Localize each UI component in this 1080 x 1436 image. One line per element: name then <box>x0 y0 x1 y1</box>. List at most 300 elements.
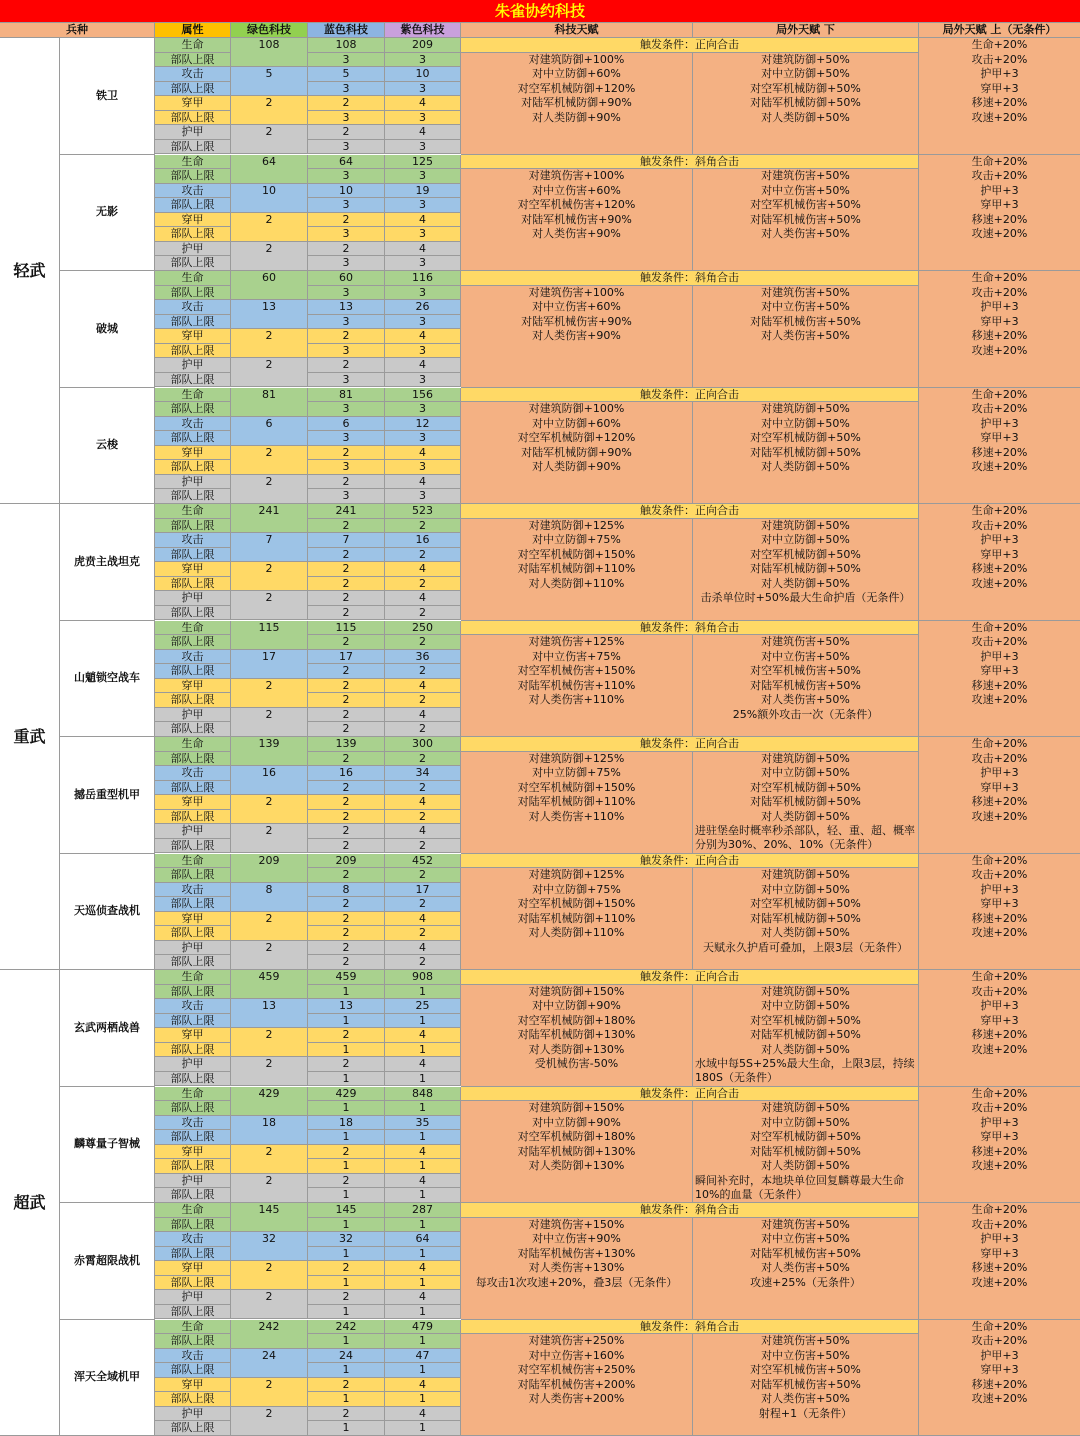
stat-green: 13 <box>231 300 308 315</box>
down-line: 对陆军机械防御+50% <box>750 1028 861 1041</box>
down-line: 对中立防御+50% <box>761 533 850 546</box>
limit-purple: 1 <box>385 1363 461 1378</box>
stat-label: 生命 <box>155 970 231 985</box>
talent-line: 对人类伤害+200% <box>528 1392 625 1405</box>
stat-green: 2 <box>231 475 308 490</box>
stat-blue: 2 <box>308 1174 385 1189</box>
talent-line: 对人类伤害+110% <box>528 809 625 823</box>
stat-green: 2 <box>231 1378 308 1393</box>
stat-purple: 479 <box>385 1320 461 1335</box>
down-line: 对人类防御+50% <box>761 110 850 124</box>
limit-purple: 1 <box>385 1014 461 1029</box>
up-line: 穿甲+3 <box>980 897 1019 910</box>
down-line: 对空军机械防御+50% <box>750 780 861 794</box>
limit-blue: 2 <box>308 781 385 796</box>
talent-line: 对中立防御+75% <box>532 533 621 546</box>
unit-name: 麟尊量子智械 <box>60 1087 155 1204</box>
up-line: 穿甲+3 <box>980 547 1019 561</box>
header-green: 绿色科技 <box>231 23 308 38</box>
limit-blue: 1 <box>308 985 385 1000</box>
down-line: 对人类伤害+50% <box>761 1261 850 1274</box>
limit-purple: 1 <box>385 1072 461 1087</box>
limit-blue: 2 <box>308 577 385 592</box>
limit-green-empty <box>231 664 308 679</box>
out-talent-down <box>693 286 919 388</box>
stat-blue: 2 <box>308 679 385 694</box>
limit-purple: 1 <box>385 1188 461 1203</box>
down-line: 对人类防御+50% <box>761 460 850 473</box>
limit-green-empty <box>231 1043 308 1058</box>
stat-label: 生命 <box>155 38 231 53</box>
limit-blue: 1 <box>308 1421 385 1436</box>
stat-green: 2 <box>231 591 308 606</box>
limit-blue: 3 <box>308 431 385 446</box>
limit-label: 部队上限 <box>155 1130 231 1145</box>
talent-line: 对人类防御+90% <box>532 110 621 124</box>
limit-blue: 2 <box>308 897 385 912</box>
up-line: 攻速+20% <box>971 1392 1028 1405</box>
stat-blue: 209 <box>308 854 385 869</box>
stat-purple: 116 <box>385 271 461 286</box>
limit-purple: 1 <box>385 1247 461 1262</box>
stat-green: 60 <box>231 271 308 286</box>
limit-purple: 2 <box>385 577 461 592</box>
limit-blue: 1 <box>308 1276 385 1291</box>
unit-name: 玄武两栖战兽 <box>60 970 155 1087</box>
stat-label: 护甲 <box>155 242 231 257</box>
stat-green: 32 <box>231 1232 308 1247</box>
talent-line: 对陆军机械防御+90% <box>521 445 632 459</box>
limit-blue: 3 <box>308 286 385 301</box>
tech-talent <box>461 1101 693 1203</box>
limit-purple: 1 <box>385 985 461 1000</box>
down-line: 对建筑伤害+50% <box>761 1334 850 1347</box>
down-line: 对陆军机械伤害+50% <box>750 314 861 328</box>
stat-label: 护甲 <box>155 708 231 723</box>
limit-green-empty <box>231 810 308 825</box>
out-talent-up <box>919 970 1080 1087</box>
stat-green: 2 <box>231 562 308 577</box>
down-line: 对陆军机械防御+50% <box>750 1144 861 1158</box>
stat-purple: 4 <box>385 912 461 927</box>
up-line: 护甲+3 <box>980 67 1019 80</box>
down-line: 对建筑防御+50% <box>761 868 850 881</box>
out-talent-up <box>919 621 1080 738</box>
stat-blue: 2 <box>308 1028 385 1043</box>
up-line: 移速+20% <box>971 562 1028 575</box>
stat-blue: 2 <box>308 824 385 839</box>
stat-green: 2 <box>231 795 308 810</box>
down-line: 对中立防御+50% <box>761 1115 850 1129</box>
stat-purple: 156 <box>385 388 461 403</box>
limit-purple: 2 <box>385 897 461 912</box>
limit-label: 部队上限 <box>155 1218 231 1233</box>
limit-purple: 3 <box>385 344 461 359</box>
trigger-condition: 触发条件：正向合击 <box>461 504 919 519</box>
limit-label: 部队上限 <box>155 460 231 475</box>
limit-label: 部队上限 <box>155 111 231 126</box>
limit-label: 部队上限 <box>155 489 231 504</box>
stat-green: 64 <box>231 155 308 170</box>
up-line: 攻击+20% <box>971 1334 1028 1347</box>
up-line: 攻速+20% <box>971 227 1028 240</box>
limit-purple: 2 <box>385 955 461 970</box>
stat-purple: 452 <box>385 854 461 869</box>
stat-label: 护甲 <box>155 1057 231 1072</box>
stat-label: 穿甲 <box>155 795 231 810</box>
talent-line: 对建筑防御+125% <box>528 868 625 881</box>
limit-green-empty <box>231 635 308 650</box>
down-line: 对空军机械防御+50% <box>750 547 861 561</box>
stat-blue: 2 <box>308 1261 385 1276</box>
limit-purple: 2 <box>385 752 461 767</box>
limit-label: 部队上限 <box>155 256 231 271</box>
stat-label: 护甲 <box>155 475 231 490</box>
up-line: 攻速+20% <box>971 809 1028 823</box>
stat-green: 2 <box>231 1174 308 1189</box>
up-line: 护甲+3 <box>980 649 1019 663</box>
stat-green: 8 <box>231 883 308 898</box>
up-line: 移速+20% <box>971 212 1028 226</box>
down-line: 对陆军机械防御+50% <box>750 562 861 575</box>
stat-blue: 60 <box>308 271 385 286</box>
stat-label: 攻击 <box>155 417 231 432</box>
stat-blue: 429 <box>308 1087 385 1102</box>
talent-line: 受机械伤害-50% <box>534 1057 619 1070</box>
stat-blue: 2 <box>308 708 385 723</box>
stat-green: 2 <box>231 446 308 461</box>
up-line: 穿甲+3 <box>980 1013 1019 1027</box>
down-line: 对人类伤害+50% <box>761 329 850 342</box>
limit-purple: 3 <box>385 227 461 242</box>
down-line: 天赋永久护盾可叠加，上限3层（无条件） <box>703 940 908 954</box>
talent-line: 对陆军机械防御+130% <box>517 1028 636 1041</box>
stat-green: 2 <box>231 824 308 839</box>
stat-green: 459 <box>231 970 308 985</box>
out-talent-down <box>693 402 919 504</box>
header-out-down: 局外天赋 下 <box>693 23 919 38</box>
limit-label: 部队上限 <box>155 985 231 1000</box>
stat-blue: 13 <box>308 999 385 1014</box>
limit-blue: 1 <box>308 1218 385 1233</box>
talent-line: 对建筑防御+150% <box>528 984 625 998</box>
stat-green: 2 <box>231 941 308 956</box>
limit-green-empty <box>231 752 308 767</box>
talent-line: 对空军机械防御+180% <box>517 1130 636 1143</box>
up-line: 攻速+20% <box>971 460 1028 473</box>
limit-blue: 2 <box>308 722 385 737</box>
up-line: 攻速+20% <box>971 1042 1028 1056</box>
stat-purple: 4 <box>385 1407 461 1422</box>
limit-blue: 2 <box>308 955 385 970</box>
talent-line: 对建筑防御+100% <box>528 52 625 66</box>
limit-purple: 2 <box>385 868 461 883</box>
talent-line: 对陆军机械防御+90% <box>521 96 632 109</box>
header-branch: 兵种 <box>0 23 155 38</box>
limit-label: 部队上限 <box>155 868 231 883</box>
up-line: 护甲+3 <box>980 1348 1019 1362</box>
stat-label: 生命 <box>155 737 231 752</box>
talent-line: 对建筑伤害+150% <box>528 1217 625 1231</box>
up-line: 攻击+20% <box>971 402 1028 415</box>
limit-green-empty <box>231 140 308 155</box>
down-line: 对人类伤害+50% <box>761 693 850 706</box>
talent-line: 对人类伤害+130% <box>528 1261 625 1274</box>
out-talent-up <box>919 1320 1080 1436</box>
down-line: 对空军机械伤害+50% <box>750 664 861 677</box>
up-line: 护甲+3 <box>980 533 1019 546</box>
up-line: 穿甲+3 <box>980 431 1019 444</box>
down-line: 对中立伤害+50% <box>761 1348 850 1362</box>
limit-green-empty <box>231 1072 308 1087</box>
stat-label: 穿甲 <box>155 1378 231 1393</box>
stat-green: 2 <box>231 1261 308 1276</box>
up-line: 护甲+3 <box>980 999 1019 1012</box>
stat-label: 穿甲 <box>155 1145 231 1160</box>
stat-blue: 2 <box>308 1407 385 1422</box>
stat-green: 429 <box>231 1087 308 1102</box>
stat-label: 生命 <box>155 271 231 286</box>
stat-blue: 2 <box>308 1290 385 1305</box>
limit-green-empty <box>231 315 308 330</box>
talent-line: 对中立防御+90% <box>532 999 621 1012</box>
limit-blue: 1 <box>308 1159 385 1174</box>
up-line: 穿甲+3 <box>980 1130 1019 1143</box>
talent-line: 对建筑防御+150% <box>528 1101 625 1114</box>
down-line: 对空军机械防御+50% <box>750 897 861 910</box>
limit-blue: 2 <box>308 635 385 650</box>
limit-green-empty <box>231 286 308 301</box>
talent-line: 对空军机械防御+120% <box>517 431 636 444</box>
stat-purple: 19 <box>385 184 461 199</box>
stat-label: 生命 <box>155 1320 231 1335</box>
down-line: 25%额外攻击一次（无条件） <box>732 707 879 721</box>
up-line: 穿甲+3 <box>980 1246 1019 1260</box>
limit-label: 部队上限 <box>155 1101 231 1116</box>
limit-blue: 1 <box>308 1334 385 1349</box>
talent-line: 对中立防御+75% <box>532 766 621 779</box>
out-talent-down <box>693 1218 919 1320</box>
talent-line: 对建筑防御+125% <box>528 518 625 532</box>
limit-blue: 2 <box>308 519 385 534</box>
out-talent-up <box>919 737 1080 854</box>
limit-purple: 3 <box>385 53 461 68</box>
limit-purple: 1 <box>385 1218 461 1233</box>
out-talent-down <box>693 868 919 970</box>
stat-purple: 4 <box>385 1174 461 1189</box>
tech-talent <box>461 402 693 504</box>
trigger-condition: 触发条件：斜角合击 <box>461 1203 919 1218</box>
stat-green: 2 <box>231 1407 308 1422</box>
limit-blue: 2 <box>308 839 385 854</box>
limit-blue: 1 <box>308 1247 385 1262</box>
limit-purple: 3 <box>385 431 461 446</box>
stat-purple: 4 <box>385 358 461 373</box>
trigger-condition: 触发条件：正向合击 <box>461 854 919 869</box>
up-line: 攻速+20% <box>971 343 1028 357</box>
stat-green: 2 <box>231 96 308 111</box>
limit-green-empty <box>231 198 308 213</box>
stat-green: 7 <box>231 533 308 548</box>
stat-purple: 908 <box>385 970 461 985</box>
limit-purple: 1 <box>385 1421 461 1436</box>
talent-line: 对建筑防御+100% <box>528 402 625 415</box>
stat-label: 攻击 <box>155 533 231 548</box>
limit-green-empty <box>231 1392 308 1407</box>
tech-talent <box>461 868 693 970</box>
limit-green-empty <box>231 82 308 97</box>
limit-purple: 3 <box>385 111 461 126</box>
stat-green: 139 <box>231 737 308 752</box>
talent-line: 对空军机械防御+120% <box>517 81 636 95</box>
limit-green-empty <box>231 1247 308 1262</box>
up-line: 攻击+20% <box>971 984 1028 998</box>
limit-green-empty <box>231 111 308 126</box>
out-talent-up <box>919 271 1080 388</box>
talent-line: 对陆军机械伤害+90% <box>521 314 632 328</box>
limit-label: 部队上限 <box>155 897 231 912</box>
up-line: 移速+20% <box>971 1377 1028 1391</box>
stat-label: 攻击 <box>155 650 231 665</box>
limit-label: 部队上限 <box>155 606 231 621</box>
stat-green: 24 <box>231 1349 308 1364</box>
limit-purple: 2 <box>385 519 461 534</box>
limit-blue: 2 <box>308 868 385 883</box>
limit-label: 部队上限 <box>155 140 231 155</box>
stat-blue: 2 <box>308 1145 385 1160</box>
stat-green: 2 <box>231 1028 308 1043</box>
limit-label: 部队上限 <box>155 722 231 737</box>
down-line: 对陆军机械伤害+50% <box>750 678 861 692</box>
limit-purple: 3 <box>385 373 461 388</box>
stat-blue: 64 <box>308 155 385 170</box>
group-label: 重武 <box>0 504 60 970</box>
limit-label: 部队上限 <box>155 286 231 301</box>
stat-blue: 16 <box>308 766 385 781</box>
down-line: 对陆军机械防御+50% <box>750 795 861 808</box>
limit-green-empty <box>231 1159 308 1174</box>
talent-line: 每攻击1次攻速+20%，叠3层（无条件） <box>475 1275 678 1289</box>
up-line: 生命+20% <box>971 970 1028 983</box>
stat-label: 穿甲 <box>155 96 231 111</box>
trigger-condition: 触发条件：正向合击 <box>461 388 919 403</box>
limit-purple: 2 <box>385 810 461 825</box>
limit-blue: 2 <box>308 926 385 941</box>
down-extra-line: 瞬间补充时，本地块单位回复麟尊最大生命10%的血量（无条件） <box>695 1173 904 1201</box>
talent-line: 对中立防御+60% <box>532 67 621 80</box>
up-line: 生命+20% <box>971 1086 1028 1100</box>
up-line: 攻击+20% <box>971 518 1028 532</box>
limit-purple: 2 <box>385 635 461 650</box>
limit-blue: 2 <box>308 810 385 825</box>
stat-purple: 4 <box>385 795 461 810</box>
out-talent-down <box>693 635 919 737</box>
stat-purple: 250 <box>385 621 461 636</box>
trigger-condition: 触发条件：斜角合击 <box>461 155 919 170</box>
stat-blue: 24 <box>308 1349 385 1364</box>
stat-label: 穿甲 <box>155 446 231 461</box>
out-talent-up <box>919 38 1080 155</box>
up-line: 生命+20% <box>971 38 1028 51</box>
limit-purple: 1 <box>385 1334 461 1349</box>
talent-line: 对建筑防御+125% <box>528 751 625 765</box>
stat-purple: 10 <box>385 67 461 82</box>
up-line: 生命+20% <box>971 1319 1028 1333</box>
stat-label: 护甲 <box>155 824 231 839</box>
stat-purple: 4 <box>385 242 461 257</box>
unit-name: 赤霄超限战机 <box>60 1203 155 1320</box>
limit-label: 部队上限 <box>155 839 231 854</box>
down-line: 对建筑防御+50% <box>761 518 850 532</box>
up-line: 攻击+20% <box>971 1217 1028 1231</box>
stat-blue: 145 <box>308 1203 385 1218</box>
limit-green-empty <box>231 693 308 708</box>
limit-green-empty <box>231 256 308 271</box>
stat-green: 2 <box>231 242 308 257</box>
down-line: 对建筑伤害+50% <box>761 169 850 182</box>
down-extra-line: 进驻堡垒时概率秒杀部队，轻、重、超、概率分别为30%、20%、10%（无条件） <box>695 824 915 851</box>
limit-purple: 3 <box>385 286 461 301</box>
talent-line: 对中立防御+75% <box>532 882 621 896</box>
limit-purple: 1 <box>385 1130 461 1145</box>
stat-label: 护甲 <box>155 1174 231 1189</box>
down-line: 对建筑防御+50% <box>761 984 850 998</box>
stat-label: 攻击 <box>155 999 231 1014</box>
stat-blue: 6 <box>308 417 385 432</box>
limit-label: 部队上限 <box>155 315 231 330</box>
stat-blue: 2 <box>308 941 385 956</box>
talent-line: 对陆军机械伤害+90% <box>521 212 632 226</box>
talent-line: 对空军机械伤害+250% <box>517 1363 636 1376</box>
limit-label: 部队上限 <box>155 810 231 825</box>
down-line: 对建筑伤害+50% <box>761 285 850 299</box>
header-blue: 蓝色科技 <box>308 23 385 38</box>
stat-green: 17 <box>231 650 308 665</box>
stat-purple: 4 <box>385 824 461 839</box>
limit-label: 部队上限 <box>155 1276 231 1291</box>
out-talent-up <box>919 1203 1080 1320</box>
limit-blue: 3 <box>308 82 385 97</box>
limit-blue: 1 <box>308 1130 385 1145</box>
stat-purple: 209 <box>385 38 461 53</box>
up-line: 护甲+3 <box>980 1115 1019 1129</box>
limit-label: 部队上限 <box>155 431 231 446</box>
down-line: 对中立伤害+50% <box>761 649 850 663</box>
talent-line: 对中立防御+90% <box>532 1115 621 1129</box>
limit-green-empty <box>231 955 308 970</box>
limit-blue: 1 <box>308 1043 385 1058</box>
up-line: 移速+20% <box>971 1028 1028 1041</box>
stat-green: 13 <box>231 999 308 1014</box>
header-talent: 科技天赋 <box>461 23 693 38</box>
up-line: 攻击+20% <box>971 169 1028 182</box>
stat-label: 护甲 <box>155 358 231 373</box>
tech-talent <box>461 169 693 271</box>
stat-blue: 81 <box>308 388 385 403</box>
limit-label: 部队上限 <box>155 53 231 68</box>
talent-line: 对人类防御+130% <box>528 1159 625 1172</box>
unit-name: 铁卫 <box>60 38 155 155</box>
out-talent-down <box>693 519 919 621</box>
talent-line: 对建筑伤害+125% <box>528 635 625 648</box>
down-line: 对陆军机械防御+50% <box>750 445 861 459</box>
talent-line: 对陆军机械防御+110% <box>517 795 636 808</box>
stat-purple: 4 <box>385 96 461 111</box>
down-line: 对陆军机械伤害+50% <box>750 1377 861 1391</box>
down-line: 对中立伤害+50% <box>761 300 850 313</box>
stat-purple: 34 <box>385 766 461 781</box>
up-line: 护甲+3 <box>980 300 1019 313</box>
